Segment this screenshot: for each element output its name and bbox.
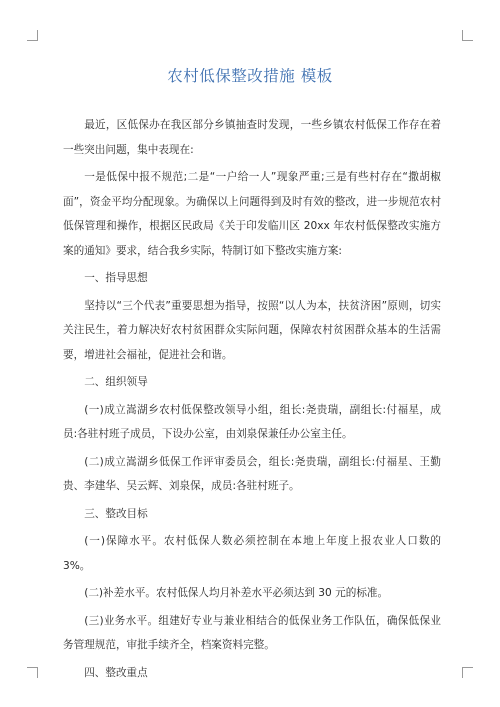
section-heading-organization: 二、组织领导 (84, 376, 148, 388)
document-title: 农村低保整改措施 模板 (167, 67, 333, 85)
paragraph-org-2: (二)成立嵩湖乡低保工作评审委员会，组长:尧贵瑞，副组长:付福星、王勤贵、李建华、吴云辉、刘泉保，成员:各驻村班子。 (63, 455, 441, 492)
corner-mark-top-right (462, 30, 473, 41)
section-heading-goals: 三、整改目标 (84, 507, 148, 520)
section-heading-key-points: 四、整改重点 (84, 666, 148, 679)
paragraph-goal-3: (三)业务水平。组建好专业与兼业相结合的低保业务工作队伍，确保低保业务管理规范，审批手续齐全，档案资料完整。 (63, 614, 441, 651)
paragraph-org-1: (一)成立嵩湖乡农村低保整改领导小组，组长:尧贵瑞，副组长:付福星，成员:各驻村班子成员，下设办公室，由刘泉保兼任办公室主任。 (63, 403, 441, 440)
paragraph-goal-1: (一)保障水平。农村低保人数必须控制在本地上年度上报农业人口数的 3%。 (63, 535, 441, 572)
corner-mark-bottom-left (27, 667, 38, 678)
paragraph-guiding: 坚持以“三个代表”重要思想为指导，按照“以人为本，扶贫济困”原则，切实关注民生，着力解决好农村贫困群众实际问题，保障农村贫困群众基本的生活需要，增进社会福祉，促进社会和谐。 (63, 299, 441, 361)
paragraph-intro: 最近，区低保办在我区部分乡镇抽查时发现，一些乡镇农村低保工作存在着一些突出问题，集中表现在: (63, 119, 441, 156)
corner-mark-top-left (27, 30, 38, 41)
section-heading-guiding: 一、指导思想 (84, 272, 148, 284)
corner-mark-bottom-right (462, 667, 473, 678)
paragraph-goal-2: (二)补差水平。农村低保人均月补差水平必须达到 30 元的标准。 (84, 587, 389, 599)
paragraph-problems: 一是低保中报不规范;二是“一户给一人”现象严重;三是有些村存在“撒胡椒面”，资金平均分配现象。为确保以上问题得到及时有效的整改，进一步规范农村低保管理和操作，根据区民政局《关于印发临川区 20xx 年农村低保整改实施方案的通知》要求，结合我乡实际，特制订如下整改实施方案: (63, 171, 441, 257)
document-body (63, 113, 441, 688)
